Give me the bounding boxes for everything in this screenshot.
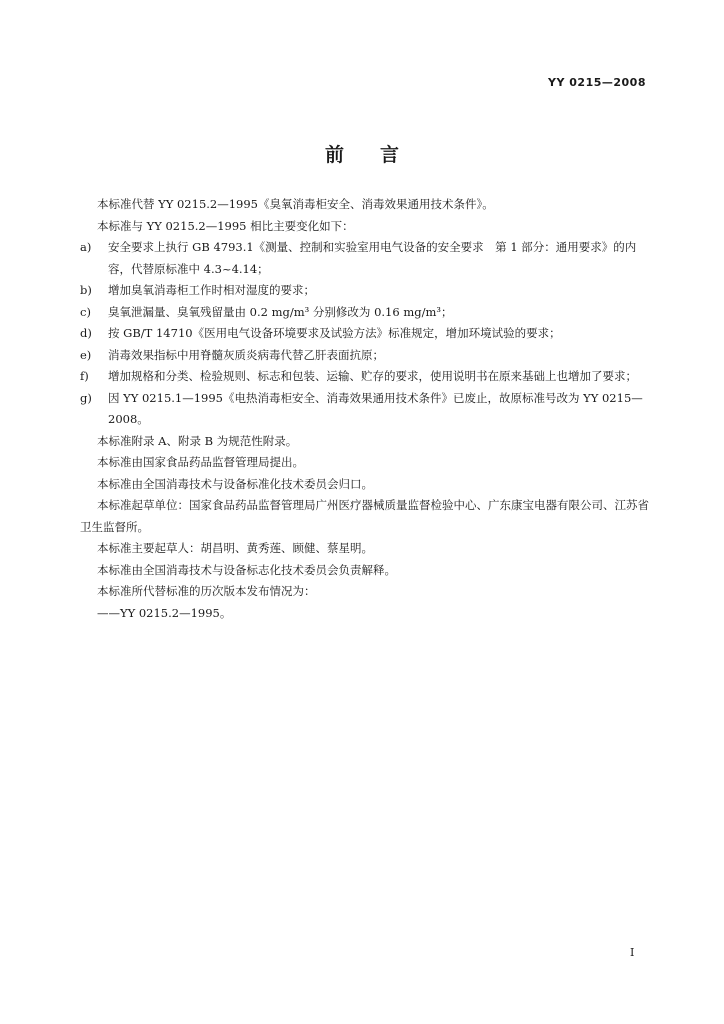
- paragraph-administered-by: 本标准由全国消毒技术与设备标准化技术委员会归口。: [97, 476, 373, 491]
- list-item-label: d): [80, 326, 92, 340]
- page-title: 前言: [324, 144, 435, 166]
- list-item-label: c): [80, 304, 91, 319]
- list-item-text: 消毒效果指标中用脊髓灰质炎病毒代替乙肝表面抗原；: [108, 347, 384, 362]
- list-item-label: a): [80, 240, 92, 254]
- list-item: [80, 302, 650, 324]
- paragraph-interpretation: 本标准由全国消毒技术与设备标志化技术委员会负责解释。: [97, 562, 396, 577]
- history-entry: ——YY 0215.2—1995。: [97, 605, 232, 620]
- list-item-text: 臭氧泄漏量、臭氧残留量由 0.2 mg/m³ 分别修改为 0.16 mg/m³；: [108, 304, 453, 319]
- paragraph-drafters: 本标准主要起草人：胡昌明、黄秀莲、顾健、蔡星明。: [97, 541, 373, 555]
- paragraph-replaces: 本标准代替 YY 0215.2—1995《臭氧消毒柜安全、消毒效果通用技术条件》。: [97, 197, 494, 211]
- list-item: [80, 323, 650, 345]
- page-number: I: [630, 946, 635, 959]
- list-item-text: 因 YY 0215.1—1995《电热消毒柜安全、消毒效果通用技术条件》已废止，故原标准号改为 YY 0215—2008。: [108, 390, 643, 426]
- standard-code: YY 0215—2008: [548, 76, 646, 89]
- paragraph-proposed-by: 本标准由国家食品药品监督管理局提出。: [97, 455, 304, 469]
- list-item: [80, 280, 650, 302]
- paragraph-drafting-units: 本标准起草单位：国家食品药品监督管理局广州医疗器械质量监督检验中心、广东康宝电器有限公司、江苏省卫生监督所。: [80, 498, 649, 534]
- list-item: [80, 366, 650, 388]
- list-item-label: e): [80, 347, 92, 362]
- list-item-label: b): [80, 283, 92, 297]
- list-item-label: f): [80, 369, 89, 383]
- list-item-label: g): [80, 390, 92, 405]
- list-item-text: 增加规格和分类、检验规则、标志和包装、运输、贮存的要求，使用说明书在原来基础上也增加了要求；: [108, 369, 637, 383]
- paragraph-changes-intro: 本标准与 YY 0215.2—1995 相比主要变化如下：: [97, 218, 354, 233]
- list-item-text: 按 GB/T 14710《医用电气设备环境要求及试验方法》标准规定，增加环境试验的要求；: [108, 326, 561, 340]
- document-body: [80, 194, 650, 624]
- list-item-text: 安全要求上执行 GB 4793.1《测量、控制和实验室用电气设备的安全要求 第 1 部分：通用要求》的内容，代替原标准中 4.3~4.14；: [108, 240, 637, 276]
- list-item-text: 增加臭氧消毒柜工作时相对湿度的要求；: [108, 283, 315, 297]
- paragraph-history-intro: 本标准所代替标准的历次版本发布情况为：: [97, 584, 316, 598]
- list-item: [80, 345, 650, 367]
- list-item: [80, 388, 650, 431]
- list-item: [80, 237, 650, 280]
- paragraph-appendix: 本标准附录 A、附录 B 为规范性附录。: [97, 433, 298, 448]
